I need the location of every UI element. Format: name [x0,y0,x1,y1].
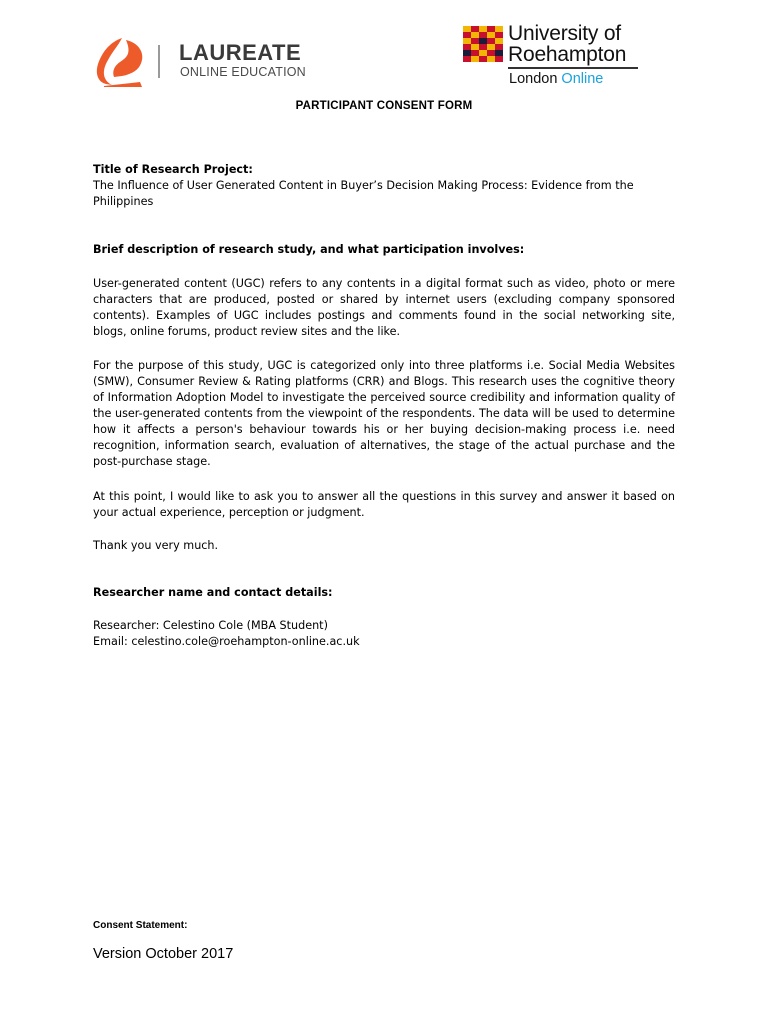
roehampton-rule [508,67,638,69]
thank-you-text: Thank you very much. [93,539,219,552]
online-label: Online [561,71,604,87]
roehampton-crest-icon [463,26,503,62]
project-title-label: Title of Research Project: [93,163,253,176]
laureate-subtitle: ONLINE EDUCATION [180,65,306,79]
laureate-name: LAUREATE [179,40,302,65]
survey-request-paragraph: At this point, I would like to ask you to answer all the questions in this survey and answer it based on your actual experience, perception or judgment. [93,490,675,519]
project-title: The Influence of User Generated Content in Buyer’s Decision Making Process: Evidence from the Philippines [93,179,634,208]
roehampton-london-online [509,71,603,87]
consent-statement-label: Consent Statement: [93,920,188,931]
study-purpose-paragraph: For the purpose of this study, UGC is categorized only into three platforms i.e. Social Media Websites (SMW), Consumer Review & Rating platforms (CRR) and Blogs. This research uses the cognitive theory of Information Adoption Model to investigate the perceived source credibility and information quality of the user-generated contents from the viewpoint of the respondents. The data will be used to determine how it affects a person's behaviour towards his or her buying decision-making process i.e. need recognition, information search, evaluation of alternatives, the stage of the actual purchase and the post-purchase stage. [93,359,675,468]
contact-heading: Researcher name and contact details: [93,586,333,599]
researcher-name: Researcher: Celestino Cole (MBA Student) [93,619,328,632]
laureate-divider [158,45,160,78]
version-footer: Version October 2017 [93,946,234,962]
ugc-definition-paragraph: User-generated content (UGC) refers to any contents in a digital format such as video, photo or mere characters that are produced, posted or shared by internet users (excluding company sponsored contents). Examples of UGC includes postings and comments found in the social networking site, blogs, online forums, product review sites and the like. [93,277,675,338]
laureate-leaf-icon [92,36,148,88]
roehampton-line1: University of [508,22,621,45]
roehampton-line2: Roehampton [508,43,627,66]
brief-description-heading: Brief description of research study, and what participation involves: [93,243,525,256]
london-label: London [509,71,558,87]
form-title: PARTICIPANT CONSENT FORM [295,100,473,112]
researcher-email: Email: celestino.cole@roehampton-online.ac.uk [93,635,360,648]
